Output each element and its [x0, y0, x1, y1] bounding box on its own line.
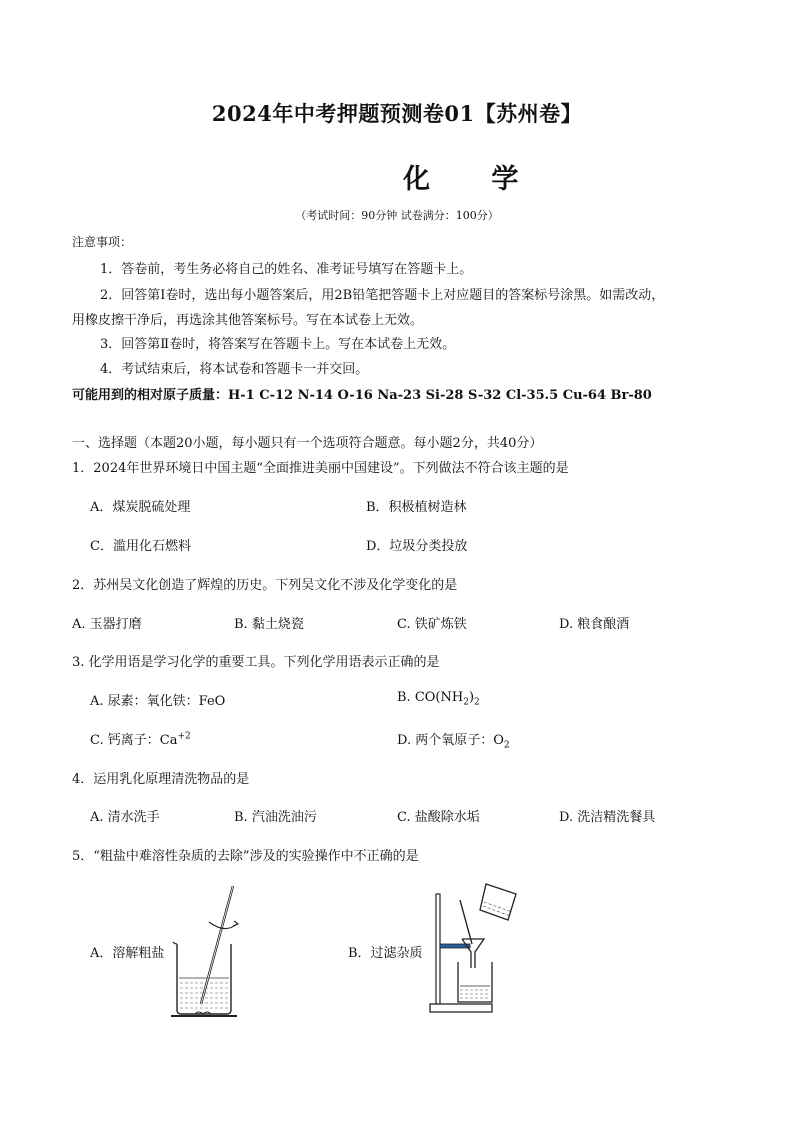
- q2-option-c[interactable]: C. 铁矿炼铁: [397, 617, 467, 632]
- filtration-apparatus-illustration: [428, 882, 528, 1017]
- note-item: 2．回答第Ⅰ卷时，选出每小题答案后，用2B铅笔把答题卡上对应题目的答案标号涂黑。如需改动，: [100, 288, 665, 303]
- q3-b-sub2: 2: [474, 697, 480, 708]
- q2-option-a[interactable]: A. 玉器打磨: [72, 617, 142, 632]
- exam-info: （考试时间：90分钟 试卷满分：100分）: [295, 209, 499, 222]
- q3-b-text: B. CO(NH: [397, 690, 464, 705]
- q4-option-d[interactable]: D. 洗洁精洗餐具: [559, 810, 656, 825]
- q3-option-b[interactable]: [397, 690, 480, 708]
- q3-b-sub: 2: [463, 697, 469, 708]
- question-3-stem: 3. 化学用语是学习化学的重要工具。下列化学用语表示正确的是: [72, 655, 440, 670]
- question-4-stem: 4．运用乳化原理清洗物品的是: [72, 772, 250, 787]
- paper-title: 2024年中考押题预测卷01【苏州卷】: [211, 101, 583, 126]
- q1-option-a[interactable]: A．煤炭脱硫处理: [90, 500, 191, 515]
- question-2-stem: 2．苏州吴文化创造了辉煌的历史。下列吴文化不涉及化学变化的是: [72, 578, 458, 593]
- q3-c-text: C. 钙离子：Ca: [90, 733, 178, 748]
- question-5-stem: 5．“粗盐中难溶性杂质的去除”涉及的实验操作中不正确的是: [72, 849, 419, 864]
- note-item: 3．回答第Ⅱ卷时，将答案写在答题卡上。写在本试卷上无效。: [100, 337, 456, 352]
- q3-b-suffix: ): [468, 690, 475, 705]
- q3-option-a[interactable]: A. 尿素：氧化铁：FeO: [90, 694, 226, 709]
- q3-option-c[interactable]: [90, 729, 191, 748]
- q5-option-a[interactable]: A．溶解粗盐: [90, 946, 165, 961]
- q1-option-b[interactable]: B．积极植树造林: [366, 500, 467, 515]
- q3-d-sub: 2: [503, 740, 510, 751]
- q3-option-d[interactable]: [397, 729, 510, 751]
- note-item: 4．考试结束后，将本试卷和答题卡一并交回。: [100, 362, 369, 377]
- q3-d-text: D. 两个氧原子：O: [397, 733, 504, 748]
- q4-option-b[interactable]: B. 汽油洗油污: [234, 810, 317, 825]
- dissolving-beaker-illustration: [165, 882, 250, 1017]
- subject-title: 化 学: [403, 164, 545, 195]
- q1-option-d[interactable]: D．垃圾分类投放: [366, 539, 468, 554]
- q4-option-c[interactable]: C. 盐酸除水垢: [397, 810, 480, 825]
- atomic-masses: 可能用到的相对原子质量：H-1 C-12 N-14 O-16 Na-23 Si-28 S-32 Cl-35.5 Cu-64 Br-80: [72, 388, 652, 403]
- q4-option-a[interactable]: A. 清水洗手: [90, 810, 160, 825]
- q5-option-b[interactable]: B．过滤杂质: [348, 946, 423, 961]
- q1-option-c[interactable]: C．滥用化石燃料: [90, 539, 191, 554]
- notes-heading: 注意事项：: [72, 235, 133, 249]
- note-item: 1．答卷前，考生务必将自己的姓名、准考证号填写在答题卡上。: [100, 262, 473, 277]
- q2-option-b[interactable]: B. 黏土烧瓷: [234, 617, 304, 632]
- section-heading: 一、选择题（本题20小题，每小题只有一个选项符合题意。每小题2分，共40分）: [72, 436, 543, 451]
- question-1-stem: 1．2024年世界环境日中国主题“全面推进美丽中国建设”。下列做法不符合该主题的是: [72, 461, 569, 476]
- q3-c-sup: +2: [177, 731, 191, 742]
- note-item: 用橡皮擦干净后，再选涂其他答案标号。写在本试卷上无效。: [72, 313, 424, 328]
- q2-option-d[interactable]: D. 粮食酿酒: [559, 617, 630, 632]
